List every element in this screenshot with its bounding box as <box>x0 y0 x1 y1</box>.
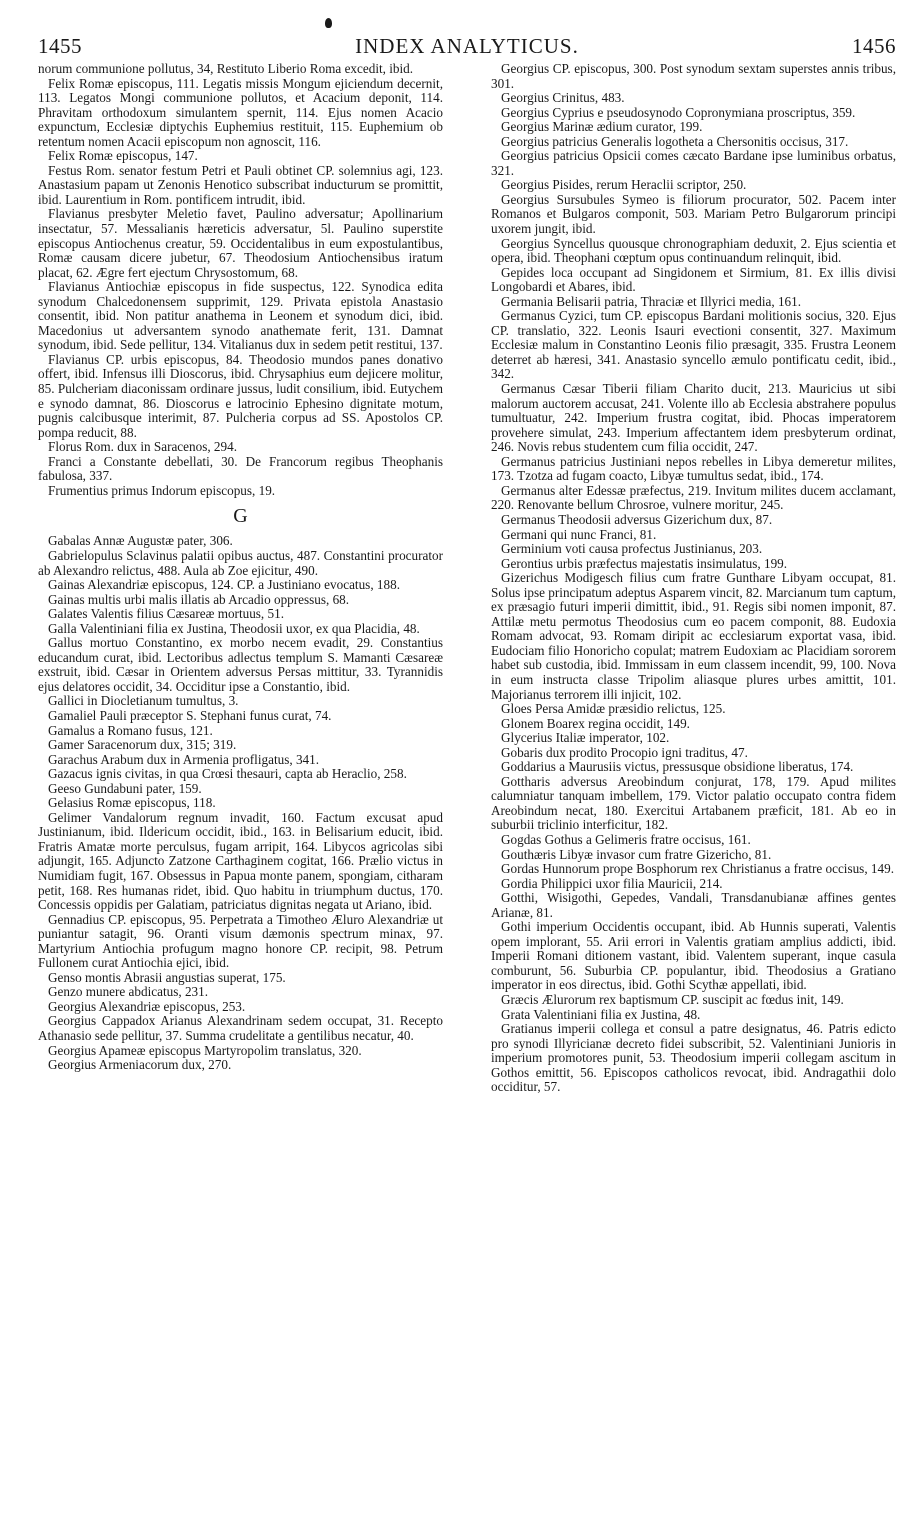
index-entry: Gelimer Vandalorum regnum invadit, 160. Factum excusat apud Justinianum, ibid. Ildericum occidit, ibid., 163. in Belisarium educit, ibid. Fratris Amatæ morte perculsus, fugam arripit, 164. Libycos agricolas sibi adjungit, 165. Adjuncto Zatzone Carthaginem cogitat, 166. Prælio victus in Numidiam fugit, 167. Obsessus in Papua monte panem, spongiam, citharam petit, 168. Res humanas ridet, ibid. Quo habitu in triumphum ductus, 170. Concessis oppidis per Galatiam, patriciatus dignitas negata ut Ariano, ibid. <box>38 809 443 913</box>
index-entry: Gamaliel Pauli præceptor S. Stephani funus curat, 74. <box>48 707 332 723</box>
index-entry: Gordas Hunnorum prope Bosphorum rex Christianus a fratre occisus, 149. <box>501 861 894 877</box>
index-entry: norum communione pollutus, 34, Restituto Liberio Roma excedit, ibid. <box>38 61 414 76</box>
index-entry: Goddarius a Maurusiis victus, pressusque obsidione liberatus, 174. <box>501 759 854 775</box>
index-entry: Gratianus imperii collega et consul a patre designatus, 46. Patris edicto pro synodi Illyricianæ decreto fidei subscribit, 52. Valentiniani Junioris in imperium promotores punit, 53. Theodosium imperii collegam ascitum in Gothos emittit, 56. Episcopos catholicos revocat, ibid. Andragathii dolo occiditur, 57. <box>491 1021 896 1095</box>
index-entry: Georgius patricius Generalis logotheta a Chersonitis occisus, 317. <box>501 133 849 149</box>
index-entry: Germanus Theodosii adversus Gizerichum dux, 87. <box>501 511 773 527</box>
index-entry: Galla Valentiniani filia ex Justina, Theodosii uxor, ex qua Placidia, 48. <box>48 620 420 636</box>
index-entry: Gamer Saracenorum dux, 315; 319. <box>48 737 237 753</box>
index-entry: Flavianus Antiochiæ episcopus in fide suspectus, 122. Synodica edita synodum Chalcedonensem supprimit, 129. Privata epistola Anastasio consentit, ibid. Non patitur anathema in Leonem et synodum dici, ibid. Macedonius ut adversantem synodo anathemate ferit, 131. Damnat synodum, ibid. Sede pellitur, 134. Vitalianus dux in sedem petit restitui, 137. <box>38 279 443 353</box>
page-number-right: 1456 <box>852 34 896 58</box>
index-entry: Germania Belisarii patria, Thraciæ et Illyrici media, 161. <box>501 293 802 309</box>
index-entry: Gotthi, Wisigothi, Gepedes, Vandali, Transdanubianæ affines gentes Arianæ, 81. <box>491 890 896 920</box>
index-entry: Georgius Marinæ ædium curator, 199. <box>501 119 703 135</box>
index-entry: Genso montis Abrasii angustias superat, 175. <box>48 969 286 985</box>
index-entry: Gogdas Gothus a Gelimeris fratre occisus, 161. <box>501 831 751 847</box>
index-entry: Gainas Alexandriæ episcopus, 124. CP. a Justiniano evocatus, 188. <box>48 577 400 593</box>
index-entry: Glycerius Italiæ imperator, 102. <box>501 730 670 746</box>
index-entry: Garachus Arabum dux in Armenia profligatus, 341. <box>48 751 320 767</box>
index-entry: Festus Rom. senator festum Petri et Pauli obtinet CP. solemnius agi, 123. Anastasium papam ut Zenonis Henotico subscribat inducturum se promittit, ibid. Laurentium in Rom. pontificem intrudit, ibid. <box>38 162 443 207</box>
index-entry: Glonem Boarex regina occidit, 149. <box>501 715 690 731</box>
index-entry: Florus Rom. dux in Saracenos, 294. <box>48 439 238 455</box>
index-entry: Gothi imperium Occidentis occupant, ibid. Ab Hunnis superati, Valentis opem implorant, 55. Arii errori in Valentis gratiam amplius addicti, ibid. Imperii Romani ditionem vastant, ibid. Valentem superant, inque casula comburunt, 56. Suburbia CP. populantur, ibid. Theodosius a Gratiano imperator in eos directus, ibid. Gothi Scythæ appellati, ibid. <box>491 919 896 993</box>
index-entry: Georgius Apameæ episcopus Martyropolim translatus, 320. <box>48 1042 362 1058</box>
index-entry: Gloes Persa Amidæ præsidio relictus, 125. <box>501 701 726 717</box>
index-entry: Georgius Sursubules Symeo is filiorum procurator, 502. Pacem inter Romanos et Bulgaros componit, 503. Mariam Petro Bulgarorum principi uxorem jungit, ibid. <box>491 191 896 237</box>
index-entry: Germanus alter Edessæ præfectus, 219. Invitum milites ducem acclamant, 220. Renovante bellum Chrosroe, vulnere moritur, 245. <box>491 482 896 513</box>
right-column <box>491 62 896 1095</box>
index-entry: Gerontius urbis præfectus majestatis insimulatus, 199. <box>501 555 788 571</box>
page-number-left: 1455 <box>38 34 82 58</box>
index-entry: Flavianus CP. urbis episcopus, 84. Theodosio mundos panes donativo offert, ibid. Infensus illi Dioscorus, ibid. Chrysaphius eum dejicere molitur, 85. Pulcheriam diaconissam ordinare jussus, ludit consilium, ibid. Eutychem e synodo damnat, 86. Dioscorus e latrocinio Ephesino dignitate motum, pugnis calcibusque interimit, 87. Pulcheria corpus ad SS. Apostolos CP. pompa reducit, 88. <box>38 351 443 440</box>
index-entry: Germanus patricius Justiniani nepos rebelles in Libya demeretur milites, 173. Tzotza ad fugam coacto, Libyæ tumultus sedat, ibid., 174. <box>491 453 896 484</box>
running-title: INDEX ANALYTICUS. <box>355 34 579 58</box>
index-entry: Græcis Ælurorum rex baptismum CP. suscipit ac fœdus init, 149. <box>501 992 844 1007</box>
index-entry: Franci a Constante debellati, 30. De Francorum regibus Theophanis fabulosa, 337. <box>38 453 443 484</box>
index-entry: Germinium voti causa profectus Justinianus, 203. <box>501 541 763 557</box>
index-entry: Germani qui nunc Franci, 81. <box>501 526 657 542</box>
index-entry: Georgius Cappadox Arianus Alexandrinam sedem occupat, 31. Recepto Athanasio sede pellitur, 37. Summa crudelitate a gentilibus necatur, 40. <box>38 1013 443 1043</box>
index-entry: Galates Valentis filius Cæsareæ mortuus, 51. <box>48 606 285 622</box>
index-entry: Germanus Cæsar Tiberii filiam Charito ducit, 213. Mauricius ut sibi malorum auctorem accusat, 241. Volente illo ab Ecclesia abstrahere populus tumultuatur, 242. Imperium frustra cogitat, ibid. Phocas imperatorem provehere simulat, 243. Imperium affectantem idem presbyterum ordinat, 246. Novis rebus studentem cum filia occidit, 247. <box>491 381 896 455</box>
section-letter-heading: G <box>233 505 248 528</box>
index-entry: Gainas multis urbi malis illatis ab Arcadio oppressus, 68. <box>48 591 350 607</box>
two-column-body <box>38 62 896 1095</box>
index-entry: Georgius Pisides, rerum Heraclii scriptor, 250. <box>501 177 747 193</box>
index-entry: Gobaris dux prodito Procopio igni traditus, 47. <box>501 744 748 760</box>
index-entry: Gouthæris Libyæ invasor cum fratre Gizericho, 81. <box>501 846 772 862</box>
index-entry: Grata Valentiniani filia ex Justina, 48. <box>501 1006 701 1022</box>
index-entry: Felix Romæ episcopus, 111. Legatis missis Mongum ejiciendum decernit, 113. Legatos Mongi communione pollutos, et Acacium deponit, 114. Phravitam orthodoxum simulantem spernit, 114. Ejus nomen Acacio expunctum, Ecclesiæ diptychis Euphemius restituit, 115. Euphemium ob retentum nomen Acacii episcopum non agnoscit, 116. <box>38 75 443 149</box>
left-column <box>38 62 443 1095</box>
index-entry: Geeso Gundabuni pater, 159. <box>48 780 202 796</box>
printer-mark <box>325 18 332 28</box>
index-entry: Gennadius CP. episcopus, 95. Perpetrata a Timotheo Æluro Alexandriæ ut puniantur satagit, 96. Oranti visum dæmonis spectrum minax, 97. Martyrium Antiochia profugum magno honore CP. recipit, 98. Petrum Fullonem curat Antiochia ejici, ibid. <box>38 911 443 971</box>
index-entry: Georgius Cyprius e pseudosynodo Copronymiana proscriptus, 359. <box>501 104 856 120</box>
index-entry: Georgius Crinitus, 483. <box>501 90 625 106</box>
index-entry: Gallus mortuo Constantino, ex morbo necem evadit, 29. Constantius educandum curat, ibid. Lectoribus adlectus templum S. Mamanti Cæsareæ exstruit, ibid. Cæsar in Orientem adversus Persas mittitur, 33. Tyrannidis ejus delatores occidit, 34. Occiditur ipse a Constantio, ibid. <box>38 635 443 694</box>
index-entry: Gepides loca occupant ad Singidonem et Sirmium, 81. Ex illis divisi Longobardi et Abares, ibid. <box>491 264 896 295</box>
index-entry: Gabalas Annæ Augustæ pater, 306. <box>48 533 233 549</box>
index-entry: Georgius Syncellus quousque chronographiam deduxit, 2. Ejus scientia et opera, ibid. Theophani cœptum opus continuandum relinquit, ibid. <box>491 235 896 266</box>
index-entry: Gabrielopulus Sclavinus palatii opibus auctus, 487. Constantini procurator ab Alexandro relictus, 488. Aula ab Zoe ejicitur, 490. <box>38 547 443 578</box>
index-entry: Felix Romæ episcopus, 147. <box>48 148 198 164</box>
index-entry: Georgius Alexandriæ episcopus, 253. <box>48 998 246 1014</box>
index-entry: Georgius CP. episcopus, 300. Post synodum sextam superstes annis tribus, 301. <box>491 61 896 91</box>
index-entry: Gallici in Diocletianum tumultus, 3. <box>48 693 239 709</box>
index-entry: Germanus Cyzici, tum CP. episcopus Bardani molitionis socius, 320. Ejus CP. translatio, 322. Leonis Isauri evectioni consentit, 327. Maximum Ecclesiæ malum in Constantino Leonis filio præsagit, 335. Frustra Leonem deterret ab hæresi, 341. Anastasio syncello æmulo pontificatu cedit, ibid., 342. <box>491 308 896 382</box>
index-entry: Gordia Philippici uxor filia Mauricii, 214. <box>501 875 723 891</box>
index-entry: Gizerichus Modigesch filius cum fratre Gunthare Libyam occupat, 81. Solus ipse principatum adeptus Asparem vincit, 82. Marcianum tum captum, ex præsagio futuri imperii dimittit, ibid., 91. Regis sibi nomen imponit, 87. Attilæ metu permotus Theodosius cum eo pacem componit, 88. Eudoxia Romam advocat, 93. Romam diripit ac ecclesiarum exportat vasa, ibid. Eudociam filio Honoricho copulat; matrem Eudoxiam ac Placidiam sororem habet sub custodia, ibid. Immissam in eum classem incendit, 99, 100. Nova in eum instructa classe Tripolim aliasque plures urbes amittit, 101. Majorianus terrorem illi injicit, 102. <box>491 570 896 702</box>
index-entry: Gelasius Romæ episcopus, 118. <box>48 795 216 811</box>
index-entry: Flavianus presbyter Meletio favet, Paulino adversatur; Apollinarium insectatur, 57. Messalianis hæreticis adversatur, 5l. Paulino superstite episcopus Antiochenus creatur, 59. Occidentalibus in eum expostulantibus, Romæ causam dicere jubetur, 67. Theodosium Antiochensibus iratum placat, 62. Ægre fert ejectum Chrysostomum, 68. <box>38 206 443 280</box>
index-entry: Georgius patricius Opsicii comes cæcato Bardane ipse luminibus orbatus, 321. <box>491 148 896 178</box>
index-entry: Genzo munere abdicatus, 231. <box>48 984 209 1000</box>
page-header <box>38 0 896 62</box>
index-entry: Frumentius primus Indorum episcopus, 19. <box>48 482 276 498</box>
index-entry: Georgius Armeniacorum dux, 270. <box>48 1057 232 1073</box>
index-entry: Gamalus a Romano fusus, 121. <box>48 722 213 738</box>
index-entry: Gottharis adversus Areobindum conjurat, 178, 179. Apud milites calumniatur tanquam imbellem, 179. Victor palatio occupato contra fidem Areobindum necat, 180. Exercitui Artabanem præficit, 181. Ab eo in suburbii triclinio interficitur, 182. <box>491 773 896 833</box>
index-entry: Gazacus ignis civitas, in qua Crœsi thesauri, capta ab Heraclio, 258. <box>48 766 407 782</box>
